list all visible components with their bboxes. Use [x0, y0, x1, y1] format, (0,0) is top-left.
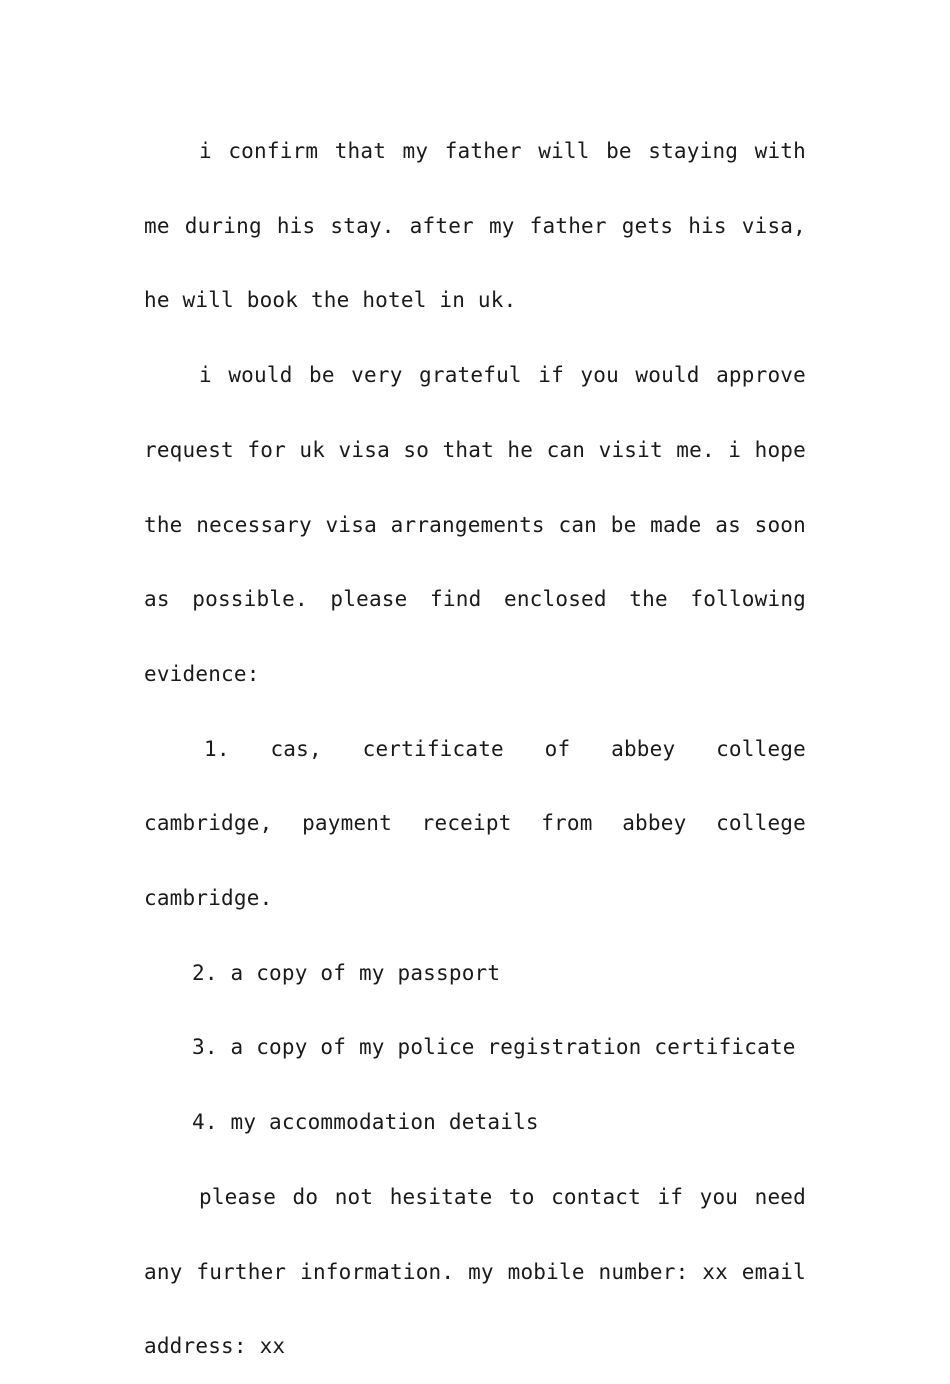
evidence-item-3: 3. a copy of my police registration certificate [192, 1035, 796, 1060]
evidence-item-4: 4. my accommodation details [192, 1110, 539, 1135]
evidence-item-2: 2. a copy of my passport [192, 960, 501, 985]
paragraph-stay-confirmation: i confirm that my father will be staying with me during his stay. after my father gets his visa, he will book the hotel in uk. [144, 139, 806, 313]
evidence-item-1: 1. cas, certificate of abbey college cambridge, payment receipt from abbey college cambridge. [144, 736, 806, 911]
paragraph-contact: please do not hesitate to contact if you need any further information. my mobile number: xx email address: xx [144, 1184, 806, 1359]
letter-body [144, 114, 806, 1384]
paragraph-visa-request: i would be very grateful if you would approve request for uk visa so that he can visit me. i hope the necessary visa arrangements can be made as soon as possible. please find enclosed the following evidence: [144, 363, 806, 686]
